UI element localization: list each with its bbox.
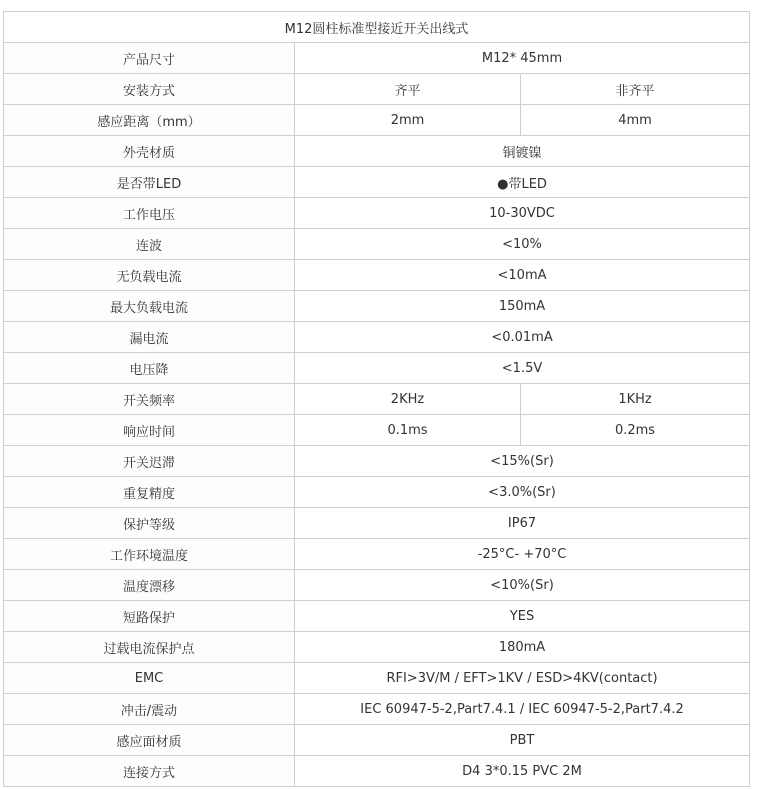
spec-value: 铜镀镍 <box>295 136 750 167</box>
spec-value: <0.01mA <box>295 322 750 353</box>
spec-label: 冲击/震动 <box>4 694 295 725</box>
table-row <box>4 322 750 353</box>
spec-value: -25°C- +70°C <box>295 539 750 570</box>
table-row <box>4 663 750 694</box>
table-row <box>4 446 750 477</box>
spec-value-flush: 齐平 <box>295 74 521 105</box>
spec-value: PBT <box>295 725 750 756</box>
spec-label: 感应面材质 <box>4 725 295 756</box>
spec-value: <10% <box>295 229 750 260</box>
table-row <box>4 477 750 508</box>
spec-label: 过载电流保护点 <box>4 632 295 663</box>
spec-table <box>3 11 750 787</box>
spec-label: 无负载电流 <box>4 260 295 291</box>
table-row <box>4 260 750 291</box>
table-row <box>4 74 750 105</box>
spec-label: 外壳材质 <box>4 136 295 167</box>
table-row <box>4 570 750 601</box>
table-row <box>4 725 750 756</box>
table-row <box>4 167 750 198</box>
spec-value: RFI>3V/M / EFT>1KV / ESD>4KV(contact) <box>295 663 750 694</box>
table-row <box>4 136 750 167</box>
spec-label: 连接方式 <box>4 756 295 787</box>
table-row <box>4 353 750 384</box>
spec-label: 重复精度 <box>4 477 295 508</box>
spec-value-flush: 0.1ms <box>295 415 521 446</box>
spec-label: 短路保护 <box>4 601 295 632</box>
spec-value: <3.0%(Sr) <box>295 477 750 508</box>
spec-label: 产品尺寸 <box>4 43 295 74</box>
table-row <box>4 291 750 322</box>
table-row <box>4 694 750 725</box>
spec-label: 响应时间 <box>4 415 295 446</box>
table-title: M12圆柱标准型接近开关出线式 <box>4 12 750 43</box>
spec-label: 保护等级 <box>4 508 295 539</box>
spec-label: 连波 <box>4 229 295 260</box>
table-row <box>4 198 750 229</box>
table-row <box>4 105 750 136</box>
table-row <box>4 43 750 74</box>
spec-value-flush: 2KHz <box>295 384 521 415</box>
table-row <box>4 632 750 663</box>
spec-value: 180mA <box>295 632 750 663</box>
spec-label: 工作环境温度 <box>4 539 295 570</box>
spec-label: 温度漂移 <box>4 570 295 601</box>
spec-value-nonflush: 非齐平 <box>521 74 750 105</box>
table-row <box>4 415 750 446</box>
spec-label: 开关频率 <box>4 384 295 415</box>
spec-label: 是否带LED <box>4 167 295 198</box>
spec-label: 感应距离（mm） <box>4 105 295 136</box>
spec-label: 开关迟滞 <box>4 446 295 477</box>
spec-value: IEC 60947-5-2,Part7.4.1 / IEC 60947-5-2,Part7.4.2 <box>295 694 750 725</box>
spec-value: IP67 <box>295 508 750 539</box>
table-row <box>4 384 750 415</box>
table-row <box>4 539 750 570</box>
table-row <box>4 229 750 260</box>
spec-value: ●带LED <box>295 167 750 198</box>
spec-value: <15%(Sr) <box>295 446 750 477</box>
spec-label: 漏电流 <box>4 322 295 353</box>
spec-value: <10mA <box>295 260 750 291</box>
spec-value: <10%(Sr) <box>295 570 750 601</box>
spec-label: EMC <box>4 663 295 694</box>
spec-label: 最大负载电流 <box>4 291 295 322</box>
spec-label: 电压降 <box>4 353 295 384</box>
spec-value-nonflush: 1KHz <box>521 384 750 415</box>
spec-value-flush: 2mm <box>295 105 521 136</box>
spec-label: 工作电压 <box>4 198 295 229</box>
spec-value: YES <box>295 601 750 632</box>
spec-value: <1.5V <box>295 353 750 384</box>
table-title-row <box>4 12 750 43</box>
spec-value-nonflush: 0.2ms <box>521 415 750 446</box>
table-row <box>4 756 750 787</box>
spec-value: 150mA <box>295 291 750 322</box>
table-row <box>4 601 750 632</box>
spec-value: 10-30VDC <box>295 198 750 229</box>
spec-value: M12* 45mm <box>295 43 750 74</box>
spec-label: 安装方式 <box>4 74 295 105</box>
table-row <box>4 508 750 539</box>
spec-value-nonflush: 4mm <box>521 105 750 136</box>
spec-value: D4 3*0.15 PVC 2M <box>295 756 750 787</box>
